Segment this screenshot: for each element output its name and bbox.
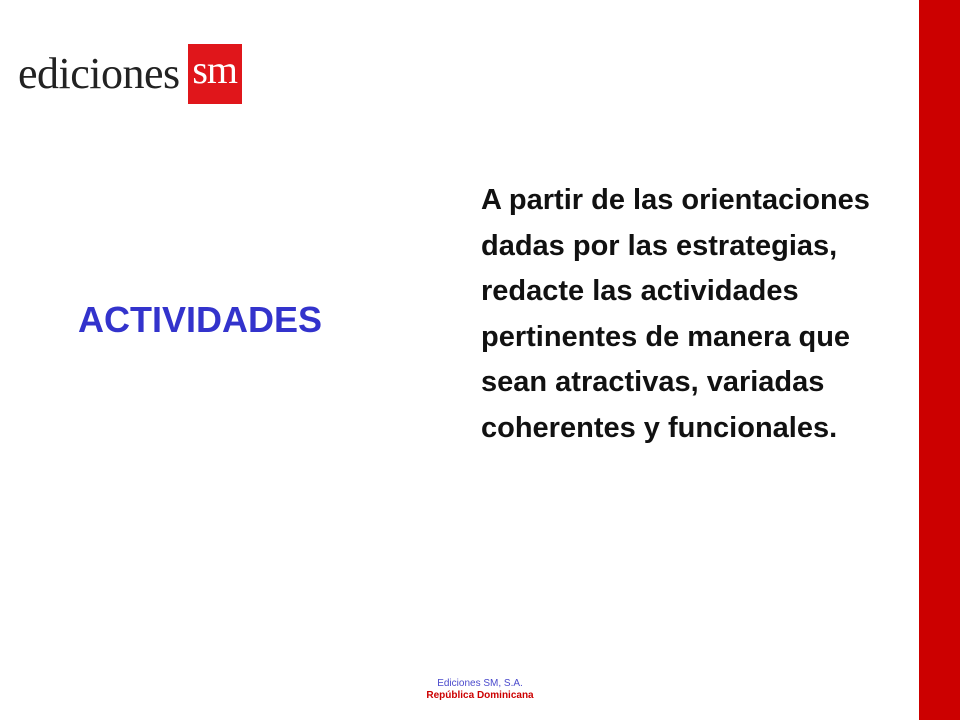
footer-company: Ediciones SM, S.A. xyxy=(437,678,523,689)
logo-sm-mark: sm xyxy=(188,44,242,104)
ediciones-sm-logo xyxy=(18,44,242,104)
right-red-bar xyxy=(919,0,960,720)
slide-heading: ACTIVIDADES xyxy=(78,299,323,340)
logo-wordmark: ediciones xyxy=(18,49,180,98)
footer-country: República Dominicana xyxy=(426,690,534,701)
slide-body-text: A partir de las orientaciones dadas por las estrategias, redacte las actividades pertinentes de manera que sean atractivas, variadas coherentes y funcionales. xyxy=(481,184,870,444)
footer xyxy=(380,678,580,702)
